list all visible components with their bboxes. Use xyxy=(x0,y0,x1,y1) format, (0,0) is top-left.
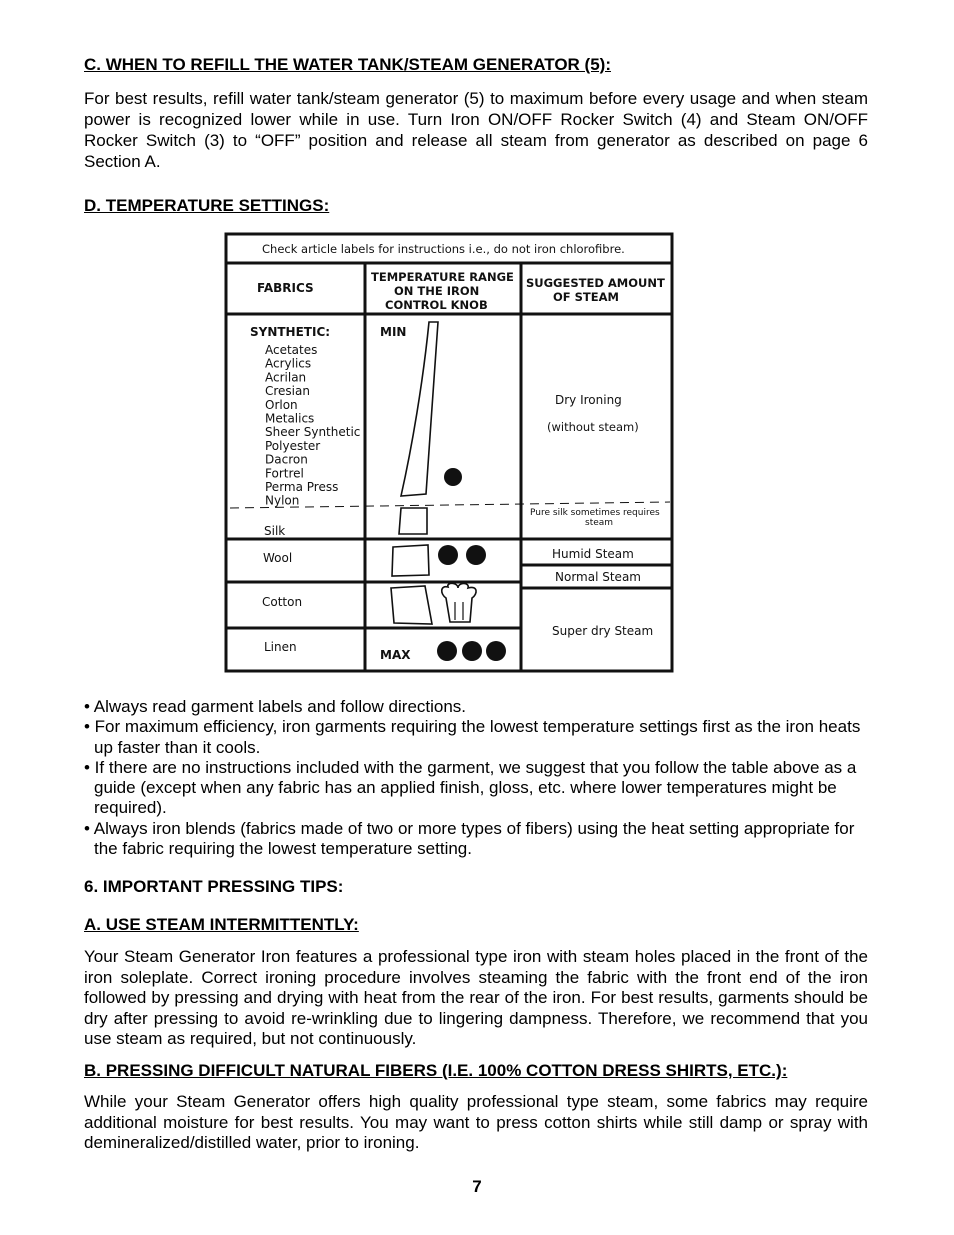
cotton-steam-icon xyxy=(442,583,476,622)
col-temp-header-2: ON THE IRON xyxy=(394,284,480,298)
dot-linen-2 xyxy=(462,641,482,661)
dot-wool-1 xyxy=(438,545,458,565)
synthetic-item: Acrylics xyxy=(265,356,312,371)
bullet-item: • If there are no instructions included with the garment, we suggest that you follow the table above as a guide (except when any fabric has an applied finish, gloss, etc. where lower temperatures might be required). xyxy=(84,757,857,818)
silk-note-line-1: Pure silk sometimes requires xyxy=(530,508,660,518)
synthetic-item: Dacron xyxy=(265,452,308,467)
section-b-body: While your Steam Generator offers high quality professional type steam, some fabrics may require additional moisture for best results. You may want to press cotton shirts while still damp or spray with demineralized/distilled water, prior to ironing. xyxy=(84,1092,868,1152)
synthetic-item: Orlon xyxy=(265,397,298,412)
fabric-cotton: Cotton xyxy=(262,595,303,609)
synthetic-item: Acrilan xyxy=(265,370,307,385)
bullet-item: • For maximum efficiency, iron garments requiring the lowest temperature settings first as the iron heats up faster than it cools. xyxy=(84,717,861,757)
dot-wool-2 xyxy=(466,545,486,565)
synthetic-item: Acetates xyxy=(265,343,318,357)
bullet-item: • Always iron blends (fabrics made of two or more types of fibers) using the heat setting appropriate for the fabric requiring the lowest temperature setting. xyxy=(84,818,855,859)
temperature-settings-table xyxy=(224,232,675,674)
synthetic-item: Metalics xyxy=(265,411,315,426)
fabric-silk: Silk xyxy=(264,524,286,538)
synthetic-item: Fortrel xyxy=(265,466,304,481)
max-label: MAX xyxy=(380,648,411,662)
min-label: MIN xyxy=(380,325,407,339)
silk-setting-shape xyxy=(399,508,427,534)
page-number: 7 xyxy=(472,1177,482,1196)
dot-linen-3 xyxy=(486,641,506,661)
synthetic-list xyxy=(265,343,360,508)
dot-synthetic xyxy=(444,468,462,486)
synthetic-label: SYNTHETIC: xyxy=(250,325,331,339)
dot-linen-1 xyxy=(437,641,457,661)
synthetic-item: Sheer Synthetic xyxy=(265,425,361,440)
synthetic-item: Nylon xyxy=(265,493,300,508)
bullet-item: • Always read garment labels and follow directions. xyxy=(84,697,467,716)
dry-ironing-label: Dry Ironing xyxy=(555,393,622,407)
fabric-wool: Wool xyxy=(263,551,293,565)
super-dry-steam-label: Super dry Steam xyxy=(552,624,654,638)
wool-setting-shape xyxy=(392,545,429,576)
section-d-heading: D. TEMPERATURE SETTINGS: xyxy=(84,196,330,215)
col-steam-header-2: OF STEAM xyxy=(553,290,619,304)
synthetic-item: Perma Press xyxy=(265,480,339,494)
col-steam-header-1: SUGGESTED AMOUNT xyxy=(526,276,665,290)
without-steam-label: (without steam) xyxy=(547,420,639,434)
section-b-heading: B. PRESSING DIFFICULT NATURAL FIBERS (I.E. 100% COTTON DRESS SHIRTS, ETC.): xyxy=(84,1061,788,1080)
normal-steam-label: Normal Steam xyxy=(555,570,641,584)
section-c-body: For best results, refill water tank/steam generator (5) to maximum before every usage and when steam power is recognized lower while in use. Turn Iron ON/OFF Rocker Switch (4) and Steam ON/OFF Rocker Switch (3) to “OFF” position and release all steam from generator as described on page 6 Section A. xyxy=(84,89,868,171)
synthetic-item: Cresian xyxy=(265,384,310,399)
col-temp-header-1: TEMPERATURE RANGE xyxy=(371,270,514,284)
humid-steam-label: Humid Steam xyxy=(552,547,634,561)
section-a-heading: A. USE STEAM INTERMITTENTLY: xyxy=(84,915,359,934)
col-temp-header-3: CONTROL KNOB xyxy=(385,298,488,312)
temperature-curve xyxy=(401,322,438,496)
col-fabrics-header: FABRICS xyxy=(257,281,314,295)
section-a-body: Your Steam Generator Iron features a professional type iron with steam holes placed in the front of the iron soleplate. Correct ironing procedure involves steaming the fabric with the front end of the iron followed by pressing and drying with heat from the rear of the iron. For best results, garments should be dry after pressing to avoid re-wrinkling due to lingering dampness. Therefore, we recommend that you use steam as required, but not continuously. xyxy=(84,947,868,1048)
table-note: Check article labels for instructions i.e., do not iron chlorofibre. xyxy=(262,242,625,256)
section-6-heading: 6. IMPORTANT PRESSING TIPS: xyxy=(84,877,344,896)
section-c-heading: C. WHEN TO REFILL THE WATER TANK/STEAM GENERATOR (5): xyxy=(84,55,611,74)
synthetic-item: Polyester xyxy=(265,438,321,453)
cotton-setting-shape xyxy=(391,586,432,624)
fabric-linen: Linen xyxy=(264,640,297,654)
silk-note-line-2: steam xyxy=(585,518,614,528)
bullet-list xyxy=(84,697,874,859)
